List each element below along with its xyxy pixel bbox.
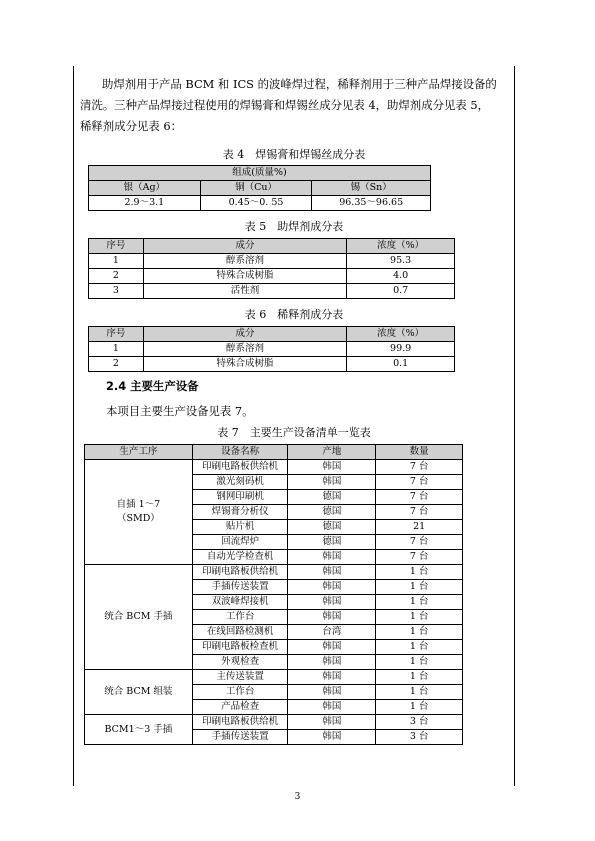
table6-cell: 2 — [89, 357, 144, 372]
table7-cell: 德国 — [288, 490, 376, 505]
table5-cell: 4.0 — [347, 269, 455, 284]
table7-cell: 韩国 — [288, 655, 376, 670]
table4 — [88, 165, 431, 211]
table7-cell: 韩国 — [288, 700, 376, 715]
table6-cell: 0.1 — [347, 357, 455, 372]
table7-cell: 韩国 — [288, 460, 376, 475]
table7-cell: 韩国 — [288, 715, 376, 730]
table7 — [84, 444, 463, 745]
table7-cell: 韩国 — [288, 670, 376, 685]
table7-cell: 韩国 — [288, 595, 376, 610]
process-cell — [85, 565, 193, 670]
process-cell — [85, 715, 193, 745]
table7-cell: 激光刻码机 — [192, 475, 288, 490]
intro-line-3: 稀释剂成分见表 6： — [80, 119, 182, 133]
table7-cell: 印刷电路板供给机 — [192, 460, 288, 475]
table7-header-origin: 产地 — [288, 445, 376, 460]
table4-value-ag: 2.9～3.1 — [89, 196, 201, 211]
table5-cell: 95.3 — [347, 254, 455, 269]
table6-header-no: 序号 — [89, 327, 144, 342]
table7-cell: 1 台 — [376, 655, 463, 670]
table7-cell: 7 台 — [376, 550, 463, 565]
table7-cell: 1 台 — [376, 580, 463, 595]
section-heading: 2.4 主要生产设备 — [106, 379, 199, 393]
table7-cell: 韩国 — [288, 610, 376, 625]
table-row — [89, 342, 455, 357]
table-row — [85, 565, 463, 580]
table5-cell: 0.7 — [347, 284, 455, 299]
table6-cell: 99.9 — [347, 342, 455, 357]
table7-cell: 21 — [376, 520, 463, 535]
table7-cell: 韩国 — [288, 685, 376, 700]
table7-cell: 1 台 — [376, 565, 463, 580]
table5-cell: 1 — [89, 254, 144, 269]
table7-cell: 1 台 — [376, 625, 463, 640]
table7-cell: 1 台 — [376, 640, 463, 655]
table7-cell: 在线回路检测机 — [192, 625, 288, 640]
table5-cell: 特殊合成树脂 — [143, 269, 346, 284]
table-row — [85, 715, 463, 730]
process-cell — [85, 670, 193, 715]
page-number: 3 — [294, 792, 301, 802]
table-row — [89, 254, 455, 269]
table7-cell: 工作台 — [192, 685, 288, 700]
table7-cell: 手插传送装置 — [192, 730, 288, 745]
intro-line-1: 助焊剂用于产品 BCM 和 ICS 的波峰焊过程，稀释剂用于三种产品焊接设备的 — [102, 77, 497, 91]
process-name: 统合 BCM 组装 — [104, 686, 173, 697]
table5-cell: 3 — [89, 284, 144, 299]
table5-header-component: 成分 — [143, 239, 346, 254]
table7-cell: 台湾 — [288, 625, 376, 640]
table7-cell: 手插传送装置 — [192, 580, 288, 595]
table7-cell: 钢网印刷机 — [192, 490, 288, 505]
table7-cell: 德国 — [288, 520, 376, 535]
table7-cell: 韩国 — [288, 565, 376, 580]
table7-cell: 贴片机 — [192, 520, 288, 535]
table4-value-cu: 0.45～0. 55 — [200, 196, 312, 211]
process-cell — [85, 460, 193, 565]
table7-header-process: 生产工序 — [85, 445, 193, 460]
table-row — [89, 269, 455, 284]
table6-cell: 特殊合成树脂 — [143, 357, 346, 372]
table7-cell: 韩国 — [288, 580, 376, 595]
intro-line-2: 清洗。三种产品焊接过程使用的焊锡膏和焊锡丝成分见表 4，助焊剂成分见表 5， — [80, 98, 490, 112]
table6-header-component: 成分 — [143, 327, 346, 342]
table7-cell: 1 台 — [376, 685, 463, 700]
table7-cell: 7 台 — [376, 505, 463, 520]
table4-caption: 表 4 焊锡膏和焊锡丝成分表 — [222, 148, 366, 161]
table7-cell: 3 台 — [376, 730, 463, 745]
table7-cell: 德国 — [288, 505, 376, 520]
table4-value-sn: 96.35～96.65 — [312, 196, 431, 211]
table7-cell: 1 台 — [376, 610, 463, 625]
table7-cell: 双波峰焊接机 — [192, 595, 288, 610]
table7-cell: 韩国 — [288, 730, 376, 745]
process-name-sub: （SMD） — [116, 513, 160, 524]
process-name: BCM1～3 手插 — [104, 723, 173, 735]
table7-cell: 外观检查 — [192, 655, 288, 670]
process-name: 统合 BCM 手插 — [104, 611, 173, 622]
table7-cell: 1 台 — [376, 700, 463, 715]
table7-cell: 1 台 — [376, 670, 463, 685]
table5-cell: 醇系溶剂 — [143, 254, 346, 269]
table7-cell: 德国 — [288, 535, 376, 550]
table5-header-concentration: 浓度（%） — [347, 239, 455, 254]
table-row — [89, 357, 455, 372]
table5-caption: 表 5 助焊剂成分表 — [244, 220, 344, 233]
table7-cell: 3 台 — [376, 715, 463, 730]
table5-cell: 活性剂 — [143, 284, 346, 299]
table7-cell: 1 台 — [376, 595, 463, 610]
table7-cell: 产品检查 — [192, 700, 288, 715]
table-row — [85, 460, 463, 475]
table7-cell: 回流焊炉 — [192, 535, 288, 550]
table7-header-equipment: 设备名称 — [192, 445, 288, 460]
table4-group-header: 组成(质量%) — [89, 166, 431, 181]
table4-header-sn: 锡（Sn） — [312, 181, 431, 196]
table7-cell: 印刷电路板检查机 — [192, 640, 288, 655]
table7-cell: 韩国 — [288, 550, 376, 565]
table4-header-ag: 银（Ag） — [89, 181, 201, 196]
table7-cell: 7 台 — [376, 475, 463, 490]
table7-cell: 印刷电路板供给机 — [192, 715, 288, 730]
table-row — [89, 284, 455, 299]
table7-cell: 主传送装置 — [192, 670, 288, 685]
table5-cell: 2 — [89, 269, 144, 284]
table6-header-concentration: 浓度（%） — [347, 327, 455, 342]
table7-cell: 韩国 — [288, 640, 376, 655]
table7-cell: 7 台 — [376, 490, 463, 505]
table6-cell: 1 — [89, 342, 144, 357]
table7-header-quantity: 数量 — [376, 445, 463, 460]
table7-cell: 7 台 — [376, 460, 463, 475]
table5-header-no: 序号 — [89, 239, 144, 254]
table4-header-cu: 铜（Cu） — [200, 181, 312, 196]
table7-cell: 工作台 — [192, 610, 288, 625]
table6-cell: 醇系溶剂 — [143, 342, 346, 357]
table7-cell: 韩国 — [288, 475, 376, 490]
process-name: 自插 1～7 — [116, 499, 161, 510]
table7-cell: 焊锡膏分析仪 — [192, 505, 288, 520]
section-text: 本项目主要生产设备见表 7。 — [106, 404, 254, 418]
table6-caption: 表 6 稀释剂成分表 — [244, 308, 344, 321]
table5 — [88, 238, 455, 299]
table6 — [88, 326, 455, 372]
table7-cell: 印刷电路板供给机 — [192, 565, 288, 580]
table7-caption: 表 7 主要生产设备清单一览表 — [217, 426, 371, 439]
table7-cell: 7 台 — [376, 535, 463, 550]
table-row — [85, 670, 463, 685]
table7-cell: 自动光学检查机 — [192, 550, 288, 565]
